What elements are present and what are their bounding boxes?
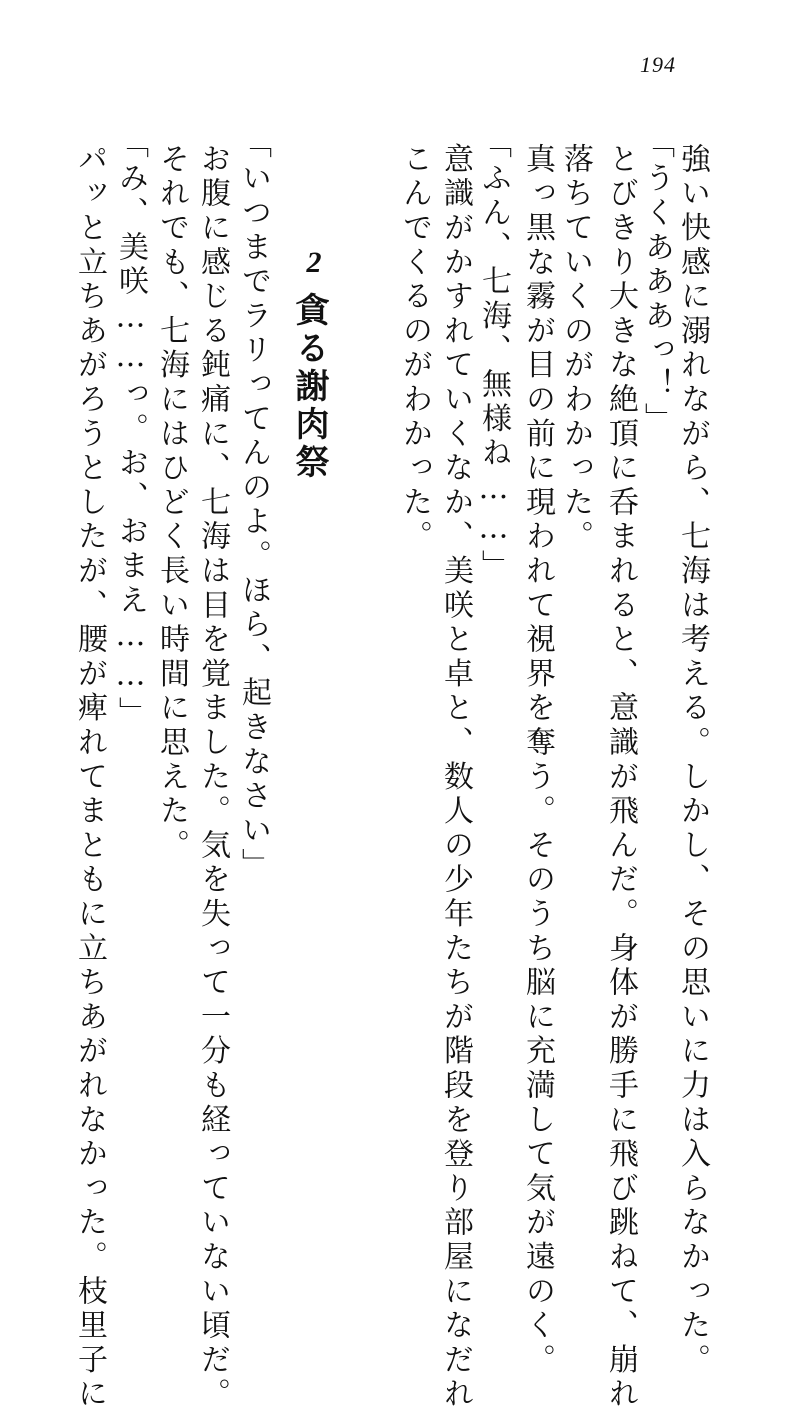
text-column-5: 真っ黒な霧が目の前に現われて視界を奪う。そのうち脳に充満して気が遠のく。 [520, 143, 555, 1378]
text-column-13: パッと立ちあがろうとしたが、腰が痺れてまともに立ちあがれなかった。枝里子に [72, 143, 107, 1412]
chapter-title: 貪る謝肉祭 [289, 292, 329, 482]
text-column-7: 意識がかすれていくなか、美咲と卓と、数人の少年たちが階段を登り部屋になだれ [438, 143, 473, 1412]
text-column-9: 「いつまでラリってんのよ。ほら、起きなさい」 [236, 128, 271, 883]
text-column-4: 落ちていくのがわかった。 [558, 143, 593, 555]
text-column-11: それでも、七海にはひどく長い時間に思えた。 [154, 143, 189, 864]
page-number: 194 [640, 52, 676, 77]
text-column-2: 「うくあああっ！」 [639, 128, 674, 437]
text-column-8: こんでくるのがわかった。 [397, 143, 432, 555]
text-column-12: 「み、美咲……っ。お、おまえ……」 [113, 128, 148, 732]
chapter-heading [288, 246, 336, 486]
text-column-10: お腹に感じる鈍痛に、七海は目を覚ました。気を失って一分も経っていない頃だ。 [195, 143, 230, 1412]
text-column-3: とびきり大きな絶頂に呑まれると、意識が飛んだ。身体が勝手に飛び跳ねて、崩れ [603, 143, 638, 1412]
chapter-number: 2 [306, 246, 322, 279]
text-column-1: 強い快感に溺れながら、七海は考える。しかし、その思いに力は入らなかった。 [675, 143, 710, 1378]
text-column-6: 「ふん、七海、無様ね……」 [476, 128, 511, 584]
